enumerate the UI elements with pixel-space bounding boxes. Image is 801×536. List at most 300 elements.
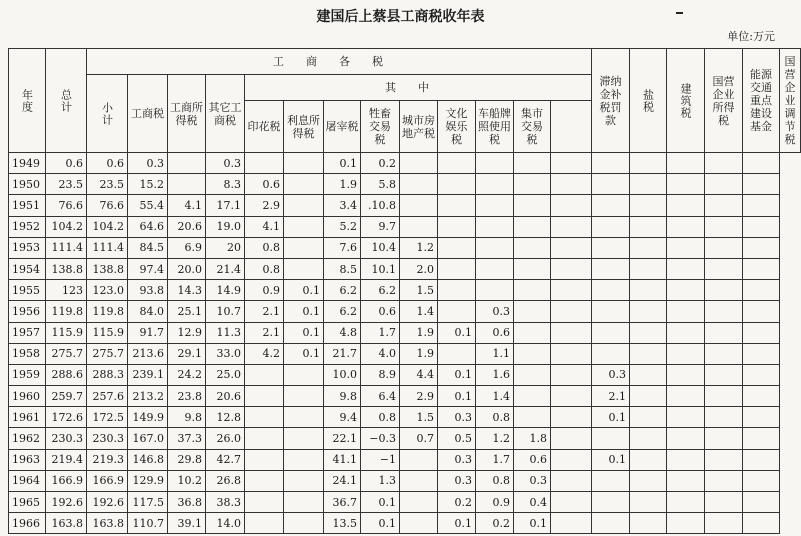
cell-total: 275.7 — [46, 343, 87, 364]
cell-income: 20.0 — [168, 258, 206, 279]
cell-subtotal: 123.0 — [87, 280, 128, 301]
cell-income: 14.3 — [168, 280, 206, 301]
cell-vehicle: 1.7 — [476, 449, 514, 470]
cell-energy — [705, 343, 743, 364]
cell-salt — [592, 237, 630, 258]
cell-market: 0.4 — [514, 492, 551, 513]
cell-salt: 0.1 — [592, 407, 630, 428]
cell-livestock: 0.6 — [361, 301, 400, 322]
cell-livestock: 10.4 — [361, 237, 400, 258]
cell-entertainment — [438, 258, 476, 279]
cell-commerce: 64.6 — [128, 216, 168, 237]
cell-total: 119.8 — [46, 301, 87, 322]
cell-slaughter: 41.1 — [324, 449, 361, 470]
cell-market — [514, 322, 551, 343]
cell-vehicle: 0.8 — [476, 407, 514, 428]
cell-salt — [592, 513, 630, 534]
cell-slaughter: 24.1 — [324, 470, 361, 491]
cell-livestock: 1.7 — [361, 322, 400, 343]
cell-market — [514, 237, 551, 258]
cell-income — [168, 153, 206, 174]
cell-soeadj — [743, 470, 780, 491]
cell-soeadj — [743, 407, 780, 428]
header-construction-tax: 建筑税 — [679, 82, 692, 119]
cell-income: 12.9 — [168, 322, 206, 343]
cell-interest — [284, 174, 324, 195]
cell-subtotal: 0.6 — [87, 153, 128, 174]
cell-slaughter: 13.5 — [324, 513, 361, 534]
cell-interest — [284, 428, 324, 449]
cell-construction — [630, 407, 667, 428]
cell-realestate: 2.9 — [400, 386, 438, 407]
cell-livestock: 4.0 — [361, 343, 400, 364]
cell-year: 1959 — [9, 364, 46, 385]
table-row — [9, 364, 801, 385]
header-among: 其中 — [245, 75, 592, 101]
cell-soeadj — [743, 513, 780, 534]
cell-year: 1963 — [9, 449, 46, 470]
cell-subtotal: 138.8 — [87, 258, 128, 279]
cell-realestate: 2.0 — [400, 258, 438, 279]
cell-livestock: 0.1 — [361, 492, 400, 513]
cell-latefee — [551, 364, 592, 385]
cell-year: 1966 — [9, 513, 46, 534]
cell-realestate — [400, 449, 438, 470]
cell-year: 1961 — [9, 407, 46, 428]
cell-latefee — [551, 258, 592, 279]
cell-soeincome — [667, 216, 705, 237]
cell-construction — [630, 364, 667, 385]
cell-salt — [592, 343, 630, 364]
cell-livestock: −0.3 — [361, 428, 400, 449]
cell-soeadj — [743, 216, 780, 237]
cell-income: 20.6 — [168, 216, 206, 237]
cell-year: 1949 — [9, 153, 46, 174]
cell-income: 10.2 — [168, 470, 206, 491]
cell-salt — [592, 195, 630, 216]
cell-slaughter: 4.8 — [324, 322, 361, 343]
cell-subtotal: 119.8 — [87, 301, 128, 322]
header-market-tax: 集市交易税 — [514, 101, 551, 153]
cell-soeadj — [743, 386, 780, 407]
header-salt-tax: 盐税 — [641, 88, 655, 113]
cell-energy — [705, 449, 743, 470]
cell-livestock: 5.8 — [361, 174, 400, 195]
cell-other: 17.1 — [206, 195, 245, 216]
cell-entertainment: 0.3 — [438, 449, 476, 470]
cell-subtotal: 111.4 — [87, 237, 128, 258]
cell-subtotal: 23.5 — [87, 174, 128, 195]
cell-stamp: 0.8 — [245, 237, 284, 258]
cell-income: 29.8 — [168, 449, 206, 470]
cell-interest — [284, 449, 324, 470]
table-row — [9, 470, 801, 491]
header-other-commerce-tax: 其它工商税 — [206, 75, 245, 153]
cell-commerce: 149.9 — [128, 407, 168, 428]
cell-energy — [705, 407, 743, 428]
cell-market: 0.6 — [514, 449, 551, 470]
cell-other: 12.8 — [206, 407, 245, 428]
cell-salt — [592, 216, 630, 237]
cell-other: 33.0 — [206, 343, 245, 364]
cell-other: 42.7 — [206, 449, 245, 470]
cell-energy — [705, 301, 743, 322]
table-row — [9, 407, 801, 428]
cell-subtotal: 219.3 — [87, 449, 128, 470]
cell-subtotal: 172.5 — [87, 407, 128, 428]
cell-entertainment — [438, 174, 476, 195]
cell-interest — [284, 195, 324, 216]
cell-realestate — [400, 153, 438, 174]
cell-year: 1965 — [9, 492, 46, 513]
cell-commerce: 97.4 — [128, 258, 168, 279]
cell-vehicle — [476, 280, 514, 301]
header-real-estate-tax: 城市房地产税 — [400, 101, 438, 153]
cell-slaughter: 6.2 — [324, 301, 361, 322]
cell-market — [514, 407, 551, 428]
header-tax-group: 工商各税 — [87, 49, 592, 75]
cell-commerce: 146.8 — [128, 449, 168, 470]
cell-stamp — [245, 492, 284, 513]
cell-entertainment: 0.1 — [438, 386, 476, 407]
cell-slaughter: 3.4 — [324, 195, 361, 216]
cell-other: 14.9 — [206, 280, 245, 301]
cell-salt: 2.1 — [592, 386, 630, 407]
cell-year: 1955 — [9, 280, 46, 301]
cell-realestate: 1.4 — [400, 301, 438, 322]
cell-soeadj — [743, 153, 780, 174]
cell-market — [514, 386, 551, 407]
cell-realestate — [400, 470, 438, 491]
cell-soeincome — [667, 492, 705, 513]
cell-entertainment — [438, 237, 476, 258]
header-stamp-tax: 印花税 — [245, 101, 284, 153]
cell-soeincome — [667, 407, 705, 428]
cell-total: 115.9 — [46, 322, 87, 343]
cell-soeadj — [743, 237, 780, 258]
cell-vehicle — [476, 237, 514, 258]
cell-livestock: .10.8 — [361, 195, 400, 216]
cell-market — [514, 195, 551, 216]
cell-other: 20.6 — [206, 386, 245, 407]
cell-other: 19.0 — [206, 216, 245, 237]
cell-salt — [592, 301, 630, 322]
cell-income: 9.8 — [168, 407, 206, 428]
cell-market — [514, 301, 551, 322]
cell-salt — [592, 428, 630, 449]
cell-entertainment: 0.1 — [438, 513, 476, 534]
cell-soeadj — [743, 258, 780, 279]
cell-construction — [630, 153, 667, 174]
cell-soeincome — [667, 174, 705, 195]
table-row — [9, 513, 801, 534]
cell-subtotal: 257.6 — [87, 386, 128, 407]
cell-vehicle: 0.2 — [476, 513, 514, 534]
cell-soeincome — [667, 470, 705, 491]
cell-construction — [630, 513, 667, 534]
cell-vehicle — [476, 174, 514, 195]
cell-energy — [705, 428, 743, 449]
cell-livestock: 8.9 — [361, 364, 400, 385]
cell-stamp: 4.2 — [245, 343, 284, 364]
cell-total: 192.6 — [46, 492, 87, 513]
cell-construction — [630, 386, 667, 407]
table-row — [9, 301, 801, 322]
cell-other: 14.0 — [206, 513, 245, 534]
cell-market: 0.1 — [514, 513, 551, 534]
cell-latefee — [551, 322, 592, 343]
table-row — [9, 153, 801, 174]
cell-total: 23.5 — [46, 174, 87, 195]
cell-salt — [592, 470, 630, 491]
cell-subtotal: 115.9 — [87, 322, 128, 343]
cell-energy — [705, 195, 743, 216]
cell-slaughter: 5.2 — [324, 216, 361, 237]
cell-livestock: 1.3 — [361, 470, 400, 491]
table-body — [9, 153, 801, 534]
cell-soeincome — [667, 386, 705, 407]
table-header — [9, 49, 801, 153]
cell-slaughter: 22.1 — [324, 428, 361, 449]
cell-slaughter: 21.7 — [324, 343, 361, 364]
cell-year: 1960 — [9, 386, 46, 407]
cell-entertainment: 0.1 — [438, 364, 476, 385]
table-row — [9, 449, 801, 470]
cell-entertainment: 0.3 — [438, 470, 476, 491]
cell-construction — [630, 492, 667, 513]
cell-energy — [705, 237, 743, 258]
cell-slaughter: 8.5 — [324, 258, 361, 279]
cell-realestate: 4.4 — [400, 364, 438, 385]
cell-stamp: 0.9 — [245, 280, 284, 301]
cell-interest: 0.1 — [284, 343, 324, 364]
cell-stamp — [245, 470, 284, 491]
cell-soeadj — [743, 492, 780, 513]
header-commerce-tax: 工商税 — [128, 75, 168, 153]
cell-subtotal: 275.7 — [87, 343, 128, 364]
cell-vehicle — [476, 195, 514, 216]
cell-subtotal: 166.9 — [87, 470, 128, 491]
cell-commerce: 129.9 — [128, 470, 168, 491]
cell-income: 29.1 — [168, 343, 206, 364]
cell-soeadj — [743, 280, 780, 301]
cell-income: 4.1 — [168, 195, 206, 216]
cell-salt — [592, 322, 630, 343]
cell-livestock: 0.8 — [361, 407, 400, 428]
cell-subtotal: 192.6 — [87, 492, 128, 513]
cell-slaughter: 10.0 — [324, 364, 361, 385]
cell-total: 230.3 — [46, 428, 87, 449]
table-row — [9, 195, 801, 216]
cell-vehicle — [476, 216, 514, 237]
cell-income — [168, 174, 206, 195]
cell-realestate — [400, 216, 438, 237]
cell-other: 21.4 — [206, 258, 245, 279]
cell-commerce: 55.4 — [128, 195, 168, 216]
table-row — [9, 492, 801, 513]
cell-total: 166.9 — [46, 470, 87, 491]
cell-energy — [705, 513, 743, 534]
cell-livestock: 0.2 — [361, 153, 400, 174]
cell-slaughter: 0.1 — [324, 153, 361, 174]
header-energy-fund: 能源交通重点建设基金 — [743, 49, 780, 153]
cell-stamp: 2.9 — [245, 195, 284, 216]
cell-interest — [284, 386, 324, 407]
cell-latefee — [551, 428, 592, 449]
cell-soeincome — [667, 195, 705, 216]
cell-total: 259.7 — [46, 386, 87, 407]
cell-livestock: −1 — [361, 449, 400, 470]
cell-year: 1964 — [9, 470, 46, 491]
cell-subtotal: 104.2 — [87, 216, 128, 237]
cell-year: 1953 — [9, 237, 46, 258]
cell-commerce: 0.3 — [128, 153, 168, 174]
header-year: 年度 — [20, 88, 34, 113]
cell-stamp — [245, 407, 284, 428]
cell-commerce: 110.7 — [128, 513, 168, 534]
cell-interest — [284, 216, 324, 237]
cell-income: 37.3 — [168, 428, 206, 449]
cell-commerce: 84.0 — [128, 301, 168, 322]
cell-subtotal: 230.3 — [87, 428, 128, 449]
cell-income: 24.2 — [168, 364, 206, 385]
cell-salt — [592, 153, 630, 174]
cell-energy — [705, 174, 743, 195]
unit-label: 单位:万元 — [727, 30, 775, 43]
cell-other: 10.7 — [206, 301, 245, 322]
cell-latefee — [551, 280, 592, 301]
cell-entertainment — [438, 301, 476, 322]
cell-livestock: 0.1 — [361, 513, 400, 534]
cell-other: 25.0 — [206, 364, 245, 385]
cell-year: 1951 — [9, 195, 46, 216]
cell-construction — [630, 428, 667, 449]
cell-soeincome — [667, 280, 705, 301]
header-interest-tax: 利息所得税 — [284, 101, 324, 153]
cell-commerce: 15.2 — [128, 174, 168, 195]
cell-soeadj — [743, 174, 780, 195]
cell-interest — [284, 153, 324, 174]
cell-livestock: 6.4 — [361, 386, 400, 407]
cell-total: 123 — [46, 280, 87, 301]
cell-salt — [592, 280, 630, 301]
cell-livestock: 9.7 — [361, 216, 400, 237]
cell-interest — [284, 258, 324, 279]
table-row — [9, 428, 801, 449]
cell-construction — [630, 343, 667, 364]
cell-entertainment — [438, 195, 476, 216]
table-row — [9, 258, 801, 279]
cell-soeincome — [667, 428, 705, 449]
cell-realestate: 1.5 — [400, 407, 438, 428]
cell-interest — [284, 364, 324, 385]
tax-table — [8, 48, 801, 534]
cell-year: 1957 — [9, 322, 46, 343]
cell-energy — [705, 153, 743, 174]
cell-latefee — [551, 386, 592, 407]
cell-market — [514, 364, 551, 385]
cell-soeadj — [743, 428, 780, 449]
cell-soeincome — [667, 343, 705, 364]
cell-slaughter: 9.4 — [324, 407, 361, 428]
cell-construction — [630, 174, 667, 195]
cell-entertainment: 0.1 — [438, 322, 476, 343]
cell-soeadj — [743, 449, 780, 470]
cell-realestate: 1.5 — [400, 280, 438, 301]
header-commerce-income-tax: 工商所得税 — [168, 75, 206, 153]
header-soe-income-tax: 国营企业所得税 — [705, 49, 743, 153]
cell-energy — [705, 492, 743, 513]
cell-commerce: 239.1 — [128, 364, 168, 385]
cell-livestock: 6.2 — [361, 280, 400, 301]
cell-other: 26.8 — [206, 470, 245, 491]
cell-latefee — [551, 153, 592, 174]
cell-entertainment — [438, 216, 476, 237]
cell-interest — [284, 492, 324, 513]
cell-latefee — [551, 216, 592, 237]
cell-entertainment — [438, 153, 476, 174]
cell-subtotal: 163.8 — [87, 513, 128, 534]
cell-soeincome — [667, 322, 705, 343]
cell-energy — [705, 386, 743, 407]
cell-soeincome — [667, 513, 705, 534]
cell-soeincome — [667, 258, 705, 279]
header-subtotal: 小计 — [100, 101, 114, 126]
cell-soeincome — [667, 237, 705, 258]
cell-stamp: 4.1 — [245, 216, 284, 237]
cell-soeadj — [743, 343, 780, 364]
cell-construction — [630, 470, 667, 491]
table-row — [9, 174, 801, 195]
stray-mark — [676, 12, 683, 14]
cell-soeincome — [667, 364, 705, 385]
cell-vehicle: 1.4 — [476, 386, 514, 407]
header-soe-adjustment-tax: 国营企业调节税 — [780, 49, 801, 153]
cell-construction — [630, 195, 667, 216]
header-total: 总计 — [59, 88, 73, 113]
header-entertainment-tax: 文化娱乐税 — [438, 101, 476, 153]
header-livestock-tax: 牲畜交易税 — [361, 101, 400, 153]
cell-soeadj — [743, 301, 780, 322]
cell-total: 163.8 — [46, 513, 87, 534]
cell-vehicle: 1.1 — [476, 343, 514, 364]
cell-energy — [705, 322, 743, 343]
page-title: 建国后上蔡县工商税收年表 — [316, 9, 485, 25]
cell-entertainment — [438, 343, 476, 364]
cell-total: 288.6 — [46, 364, 87, 385]
table-row — [9, 322, 801, 343]
cell-stamp: 2.1 — [245, 322, 284, 343]
cell-interest: 0.1 — [284, 301, 324, 322]
cell-realestate: 1.9 — [400, 322, 438, 343]
cell-latefee — [551, 470, 592, 491]
cell-market — [514, 153, 551, 174]
cell-year: 1962 — [9, 428, 46, 449]
cell-other: 38.3 — [206, 492, 245, 513]
cell-slaughter: 9.8 — [324, 386, 361, 407]
cell-interest — [284, 407, 324, 428]
cell-construction — [630, 258, 667, 279]
cell-market: 0.3 — [514, 470, 551, 491]
table-row — [9, 386, 801, 407]
cell-commerce: 91.7 — [128, 322, 168, 343]
cell-construction — [630, 216, 667, 237]
cell-latefee — [551, 195, 592, 216]
cell-soeadj — [743, 364, 780, 385]
cell-total: 219.4 — [46, 449, 87, 470]
cell-commerce: 93.8 — [128, 280, 168, 301]
cell-other: 0.3 — [206, 153, 245, 174]
